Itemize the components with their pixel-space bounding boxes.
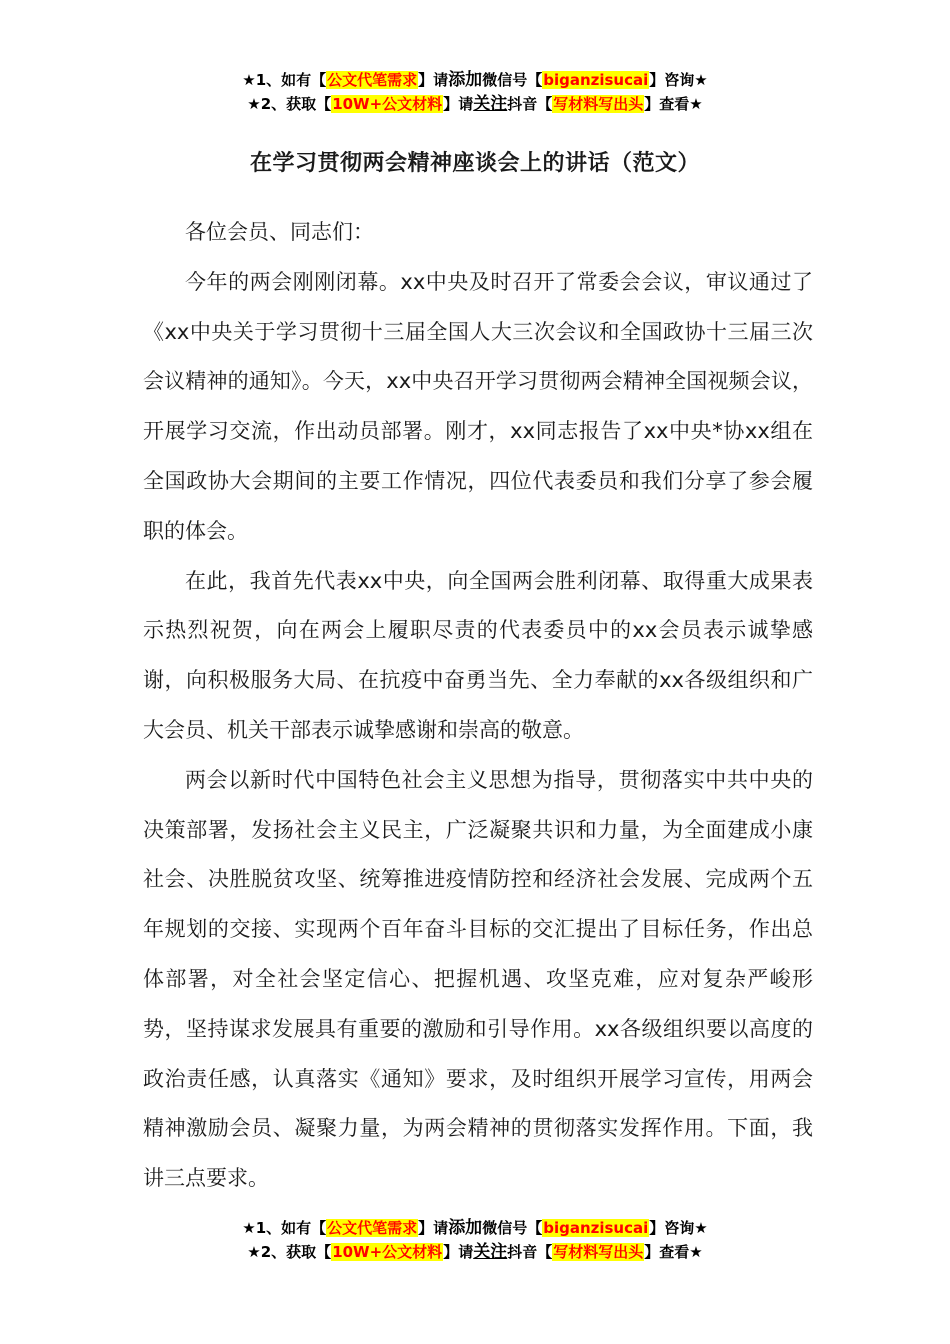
- header-highlight-materials: 10W+公文材料: [332, 95, 443, 113]
- footer-highlight-douyin-account: 写材料写出头: [553, 1243, 644, 1261]
- document-title: 在学习贯彻两会精神座谈会上的讲话（范文）: [249, 151, 700, 176]
- footer-banner: [0, 1216, 950, 1264]
- footer-highlight-wechat-id: biganzisucai: [543, 1219, 649, 1237]
- header-banner-line-1: ★1、如有【公文代笔需求】请添加微信号【biganzisucai】咨询★: [242, 70, 708, 90]
- salutation: 各位会员、同志们：: [185, 220, 374, 244]
- header-highlight-wechat-id: biganzisucai: [543, 71, 649, 89]
- header-highlight-service: 公文代笔需求: [327, 71, 418, 89]
- document-body: [143, 208, 813, 1204]
- header-banner: [0, 68, 950, 116]
- footer-banner-line-1: ★1、如有【公文代笔需求】请添加微信号【biganzisucai】咨询★: [242, 1218, 708, 1238]
- footer-highlight-materials: 10W+公文材料: [332, 1243, 443, 1261]
- footer-banner-line-2: ★2、获取【10W+公文材料】请关注抖音【写材料写出头】查看★: [247, 1242, 703, 1262]
- footer-highlight-service: 公文代笔需求: [327, 1219, 418, 1237]
- paragraph-1: 今年的两会刚刚闭幕。xx中央及时召开了常委会会议，审议通过了《xx中央关于学习贯彻十三届全国人大三次会议和全国政协十三届三次会议精神的通知》。今天，xx中央召开学习贯彻两会精神全国视频会议，开展学习交流，作出动员部署。刚才，xx同志报告了xx中央*协xx组在全国政协大会期间的主要工作情况，四位代表委员和我们分享了参会履职的体会。: [143, 269, 813, 543]
- paragraph-2: 在此，我首先代表xx中央，向全国两会胜利闭幕、取得重大成果表示热烈祝贺，向在两会上履职尽责的代表委员中的xx会员表示诚挚感谢，向积极服务大局、在抗疫中奋勇当先、全力奉献的xx各级组织和广大会员、机关干部表示诚挚感谢和崇高的敬意。: [143, 568, 813, 742]
- header-highlight-douyin-account: 写材料写出头: [553, 95, 644, 113]
- paragraph-3: 两会以新时代中国特色社会主义思想为指导，贯彻落实中共中央的决策部署，发扬社会主义民主，广泛凝聚共识和力量，为全面建成小康社会、决胜脱贫攻坚、统筹推进疫情防控和经济社会发展、完成两个五年规划的交接、实现两个百年奋斗目标的交汇提出了目标任务，作出总体部署，对全社会坚定信心、把握机遇、攻坚克难，应对复杂严峻形势，坚持谋求发展具有重要的激励和引导作用。xx各级组织要以高度的政治责任感，认真落实《通知》要求，及时组织开展学习宣传，用两会精神激励会员、凝聚力量，为两会精神的贯彻落实发挥作用。下面，我讲三点要求。: [143, 767, 813, 1191]
- header-banner-line-2: ★2、获取【10W+公文材料】请关注抖音【写材料写出头】查看★: [247, 94, 703, 114]
